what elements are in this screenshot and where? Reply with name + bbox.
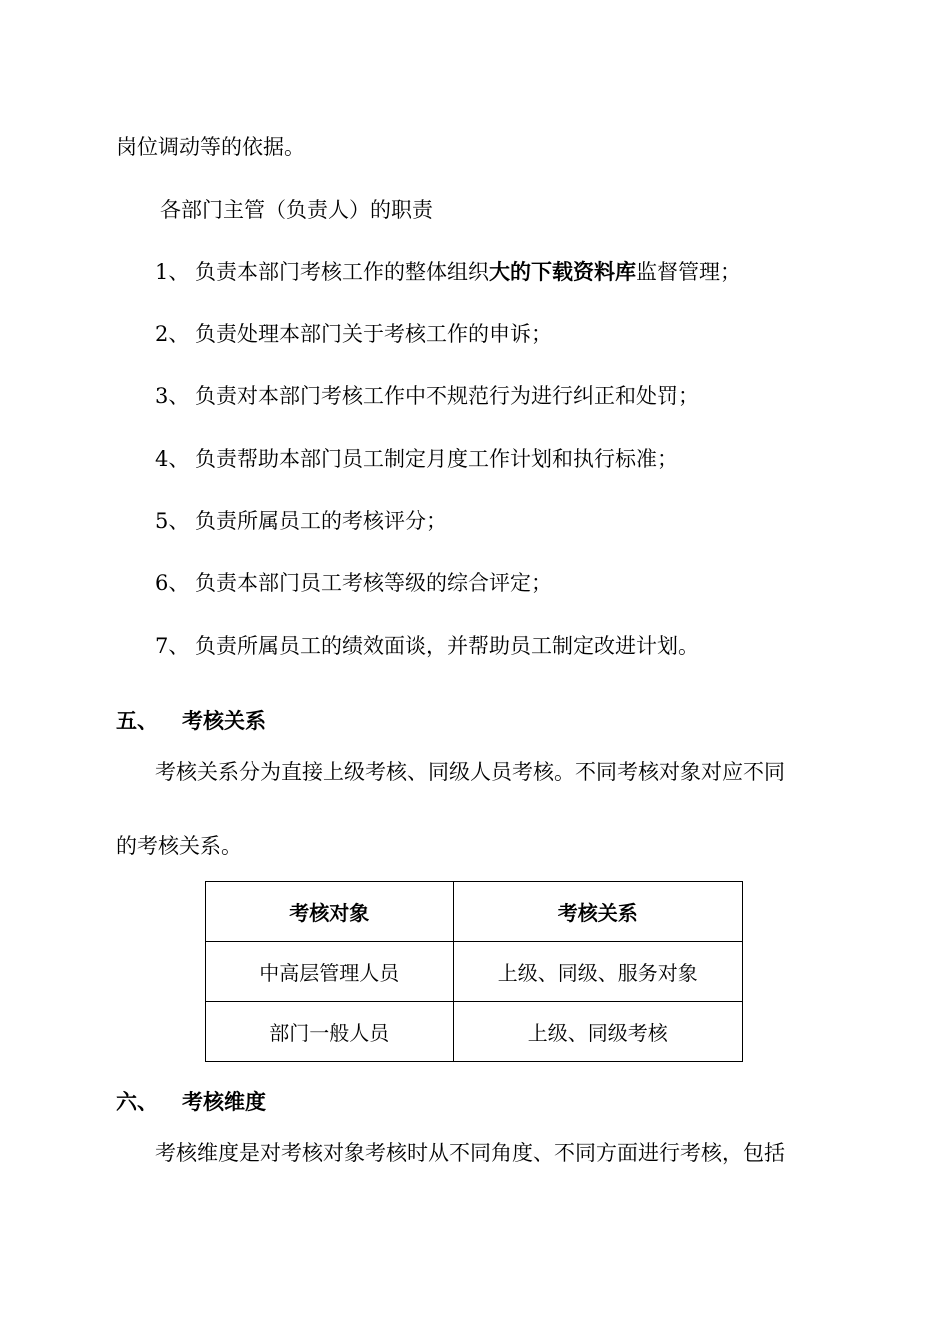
- item-number: 5、: [155, 509, 190, 533]
- dept-section-title: 各部门主管（负责人）的职责: [160, 198, 433, 222]
- intro-line: 岗位调动等的依据。: [116, 135, 305, 159]
- item-number: 2、: [155, 322, 190, 346]
- list-item: [155, 320, 552, 348]
- table-row: [206, 1002, 743, 1062]
- item-number: 4、: [155, 447, 190, 471]
- section-five-heading: [116, 707, 266, 735]
- item-text: 负责帮助本部门员工制定月度工作计划和执行标准；: [195, 447, 678, 471]
- item-text: 负责所属员工的绩效面谈，并帮助员工制定改进计划。: [195, 634, 699, 658]
- section-five-paragraph-line1: 考核关系分为直接上级考核、同级人员考核。不同考核对象对应不同: [155, 760, 785, 784]
- item-text: 负责本部门考核工作的整体组织: [195, 260, 489, 284]
- list-item: [155, 569, 552, 597]
- list-item: [155, 445, 678, 473]
- section-number: 六、: [116, 1089, 158, 1114]
- item-number: 3、: [155, 384, 190, 408]
- section-five-paragraph-line2: 的考核关系。: [116, 834, 242, 858]
- relation-table: [205, 881, 743, 1062]
- item-text: 负责本部门员工考核等级的综合评定；: [195, 571, 552, 595]
- item-number: 1、: [155, 260, 190, 284]
- item-text: 负责对本部门考核工作中不规范行为进行纠正和处罚；: [195, 384, 699, 408]
- item-number: 7、: [155, 634, 190, 658]
- list-item: [155, 382, 699, 410]
- section-six-paragraph-line1: 考核维度是对考核对象考核时从不同角度、不同方面进行考核，包括: [155, 1141, 785, 1165]
- section-title: 考核关系: [182, 709, 266, 733]
- table-header-row: [206, 882, 743, 942]
- table-cell: 上级、同级考核: [453, 1002, 742, 1062]
- list-item: [155, 632, 699, 660]
- table-cell: 上级、同级、服务对象: [453, 942, 742, 1002]
- item-text: 负责所属员工的考核评分；: [195, 509, 447, 533]
- item-text-end: 监督管理；: [636, 260, 741, 284]
- table-cell: 部门一般人员: [206, 1002, 454, 1062]
- item-text-bold: 大的下载资料库: [489, 260, 636, 284]
- section-six-heading: [116, 1088, 266, 1116]
- table-header-cell: 考核关系: [453, 882, 742, 942]
- table-cell: 中高层管理人员: [206, 942, 454, 1002]
- list-item: [155, 507, 447, 535]
- item-number: 6、: [155, 571, 190, 595]
- section-title: 考核维度: [182, 1090, 266, 1114]
- item-text: 负责处理本部门关于考核工作的申诉；: [195, 322, 552, 346]
- list-item: [155, 258, 741, 286]
- table-row: [206, 942, 743, 1002]
- table-header-cell: 考核对象: [206, 882, 454, 942]
- section-number: 五、: [116, 708, 158, 733]
